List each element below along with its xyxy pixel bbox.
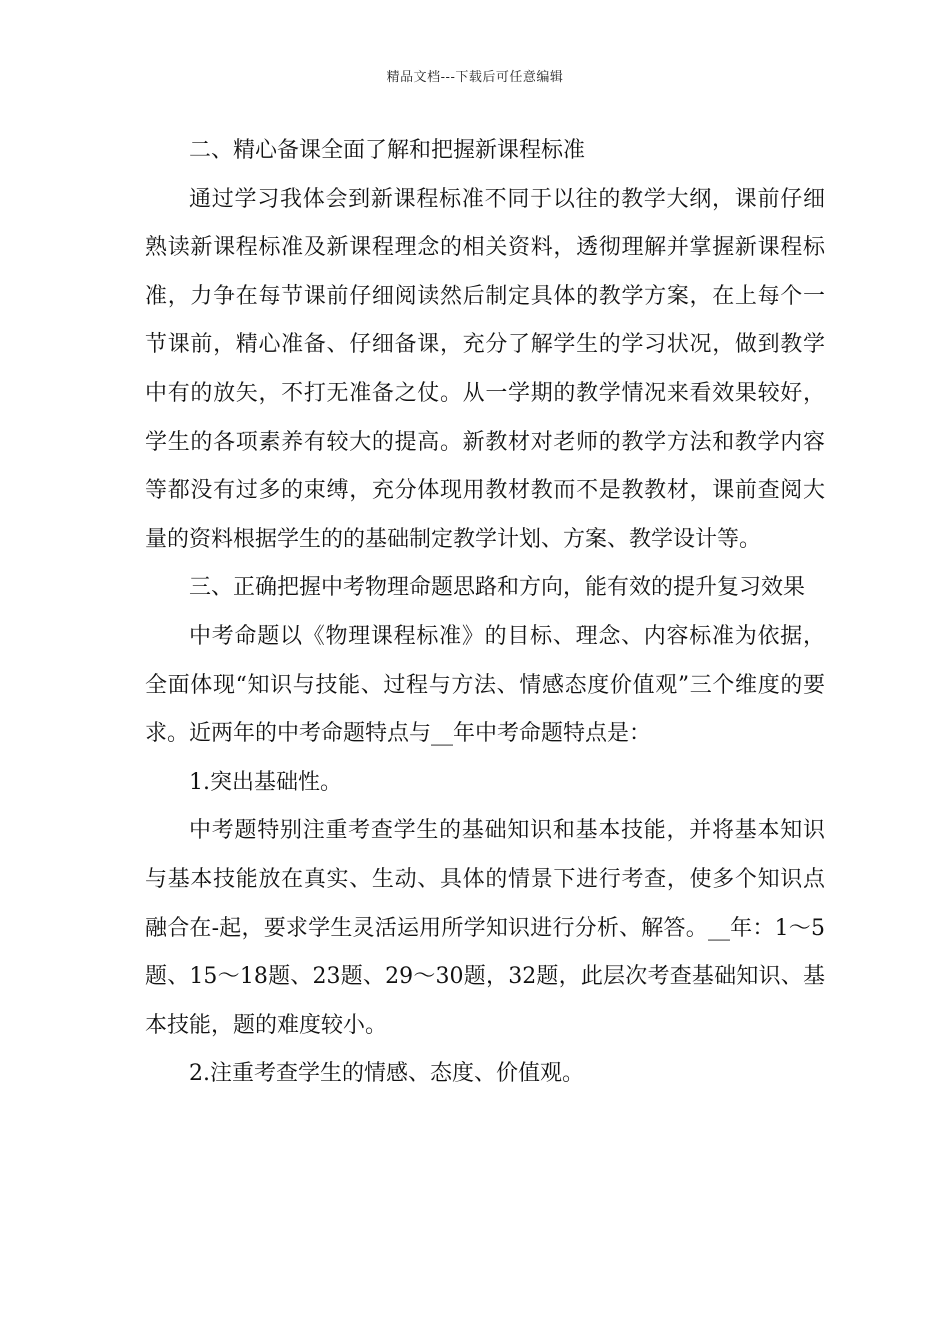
paragraph: 通过学习我体会到新课程标准不同于以往的教学大纲，课前仔细熟读新课程标准及新课程理念的相关资料，透彻理解并掌握新课程标准，力争在每节课前仔细阅读然后制定具体的教学方案，在上每个一节课前，精心准备、仔细备课，充分了解学生的学习状况，做到教学中有的放矢，不打无准备之仗。从一学期的教学情况来看效果较好，学生的各项素养有较大的提高。新教材对老师的教学方法和教学内容等都没有过多的束缚，充分体现用教材教而不是教教材，课前查阅大量的资料根据学生的的基础制定教学计划、方案、教学设计等。 bbox=[145, 186, 825, 552]
list-item-heading-1: 1.突出基础性。 bbox=[189, 769, 342, 795]
paragraph: 中考题特别注重考查学生的基础知识和基本技能，并将基本知识与基本技能放在真实、生动、具体的情景下进行考查，使多个知识点融合在-起，要求学生灵活运用所学知识进行分析、解答。__年：1～5题、15～18题、23题、29～30题，32题，此层次考查基础知识、基本技能，题的难度较小。 bbox=[145, 818, 825, 1038]
page-header: 精品文档---下载后可任意编辑 bbox=[386, 70, 564, 85]
document-body bbox=[145, 127, 825, 1099]
list-item-heading-2: 2.注重考查学生的情感、态度、价值观。 bbox=[189, 1061, 584, 1087]
paragraph: 中考命题以《物理课程标准》的目标、理念、内容标准为依据，全面体现“知识与技能、过程与方法、情感态度价值观”三个维度的要求。近两年的中考命题特点与__年中考命题特点是： bbox=[145, 623, 825, 747]
section-heading-3: 三、正确把握中考物理命题思路和方向，能有效的提升复习效果 bbox=[189, 575, 806, 601]
section-heading-2: 二、精心备课全面了解和把握新课程标准 bbox=[189, 138, 586, 163]
